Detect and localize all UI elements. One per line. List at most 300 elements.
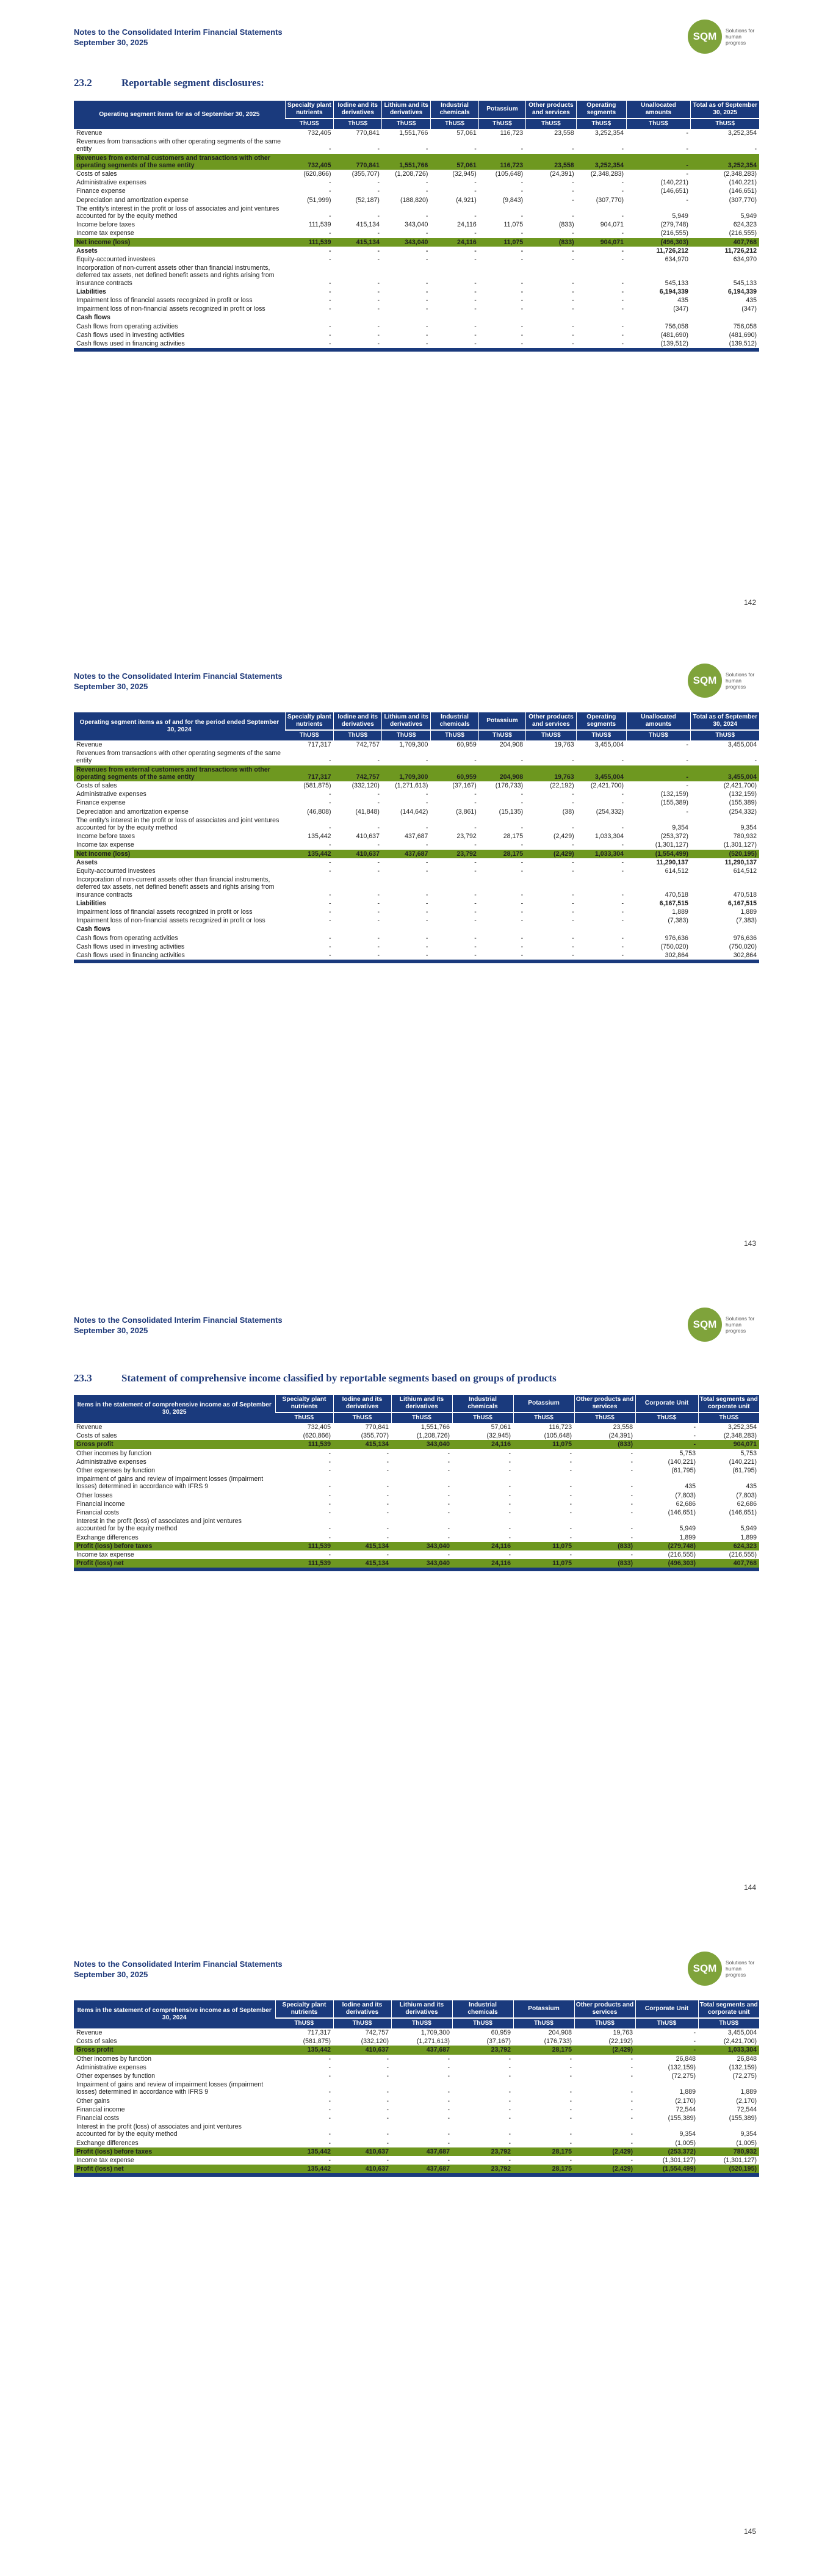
cell-value: 62,686 (676, 1500, 696, 1508)
cell-value: - (329, 212, 331, 220)
cell-value: - (447, 2088, 450, 2096)
cell-value: - (569, 1449, 572, 1457)
row-label: Administrative expenses (76, 179, 146, 187)
cell-value: 9,354 (672, 824, 688, 832)
table-row (74, 296, 759, 305)
cell-value: - (686, 808, 688, 816)
cell-value: 28,175 (513, 2046, 574, 2054)
cell-value: 1,889 (672, 908, 688, 916)
row-label: Assets (76, 247, 98, 255)
row-label: Net income (loss) (74, 850, 285, 858)
cell-value: - (329, 942, 331, 950)
cell-value: - (474, 212, 477, 220)
cell-value: (332,120) (361, 2038, 389, 2046)
cell-value: - (329, 256, 331, 264)
column-header: Iodine and its derivatives (334, 101, 382, 118)
cell-value: 11,726,212 (656, 247, 688, 255)
row-label: Incorporation of non-current assets other than financial instruments, deferred tax assets, net defined benefit assets and rights arising from insurance contracts (76, 264, 275, 287)
cell-value: - (508, 1525, 511, 1533)
cell-value: - (521, 322, 524, 330)
cell-value: (2,429) (574, 2147, 635, 2156)
row-label: Cash flows used in investing activities (76, 331, 185, 339)
cell-value: - (386, 1483, 389, 1491)
cell-value: - (377, 917, 380, 925)
cell-value: - (425, 145, 428, 153)
table-row (74, 2028, 759, 2037)
cell-value: - (425, 799, 428, 807)
row-label: Income tax expense (76, 1551, 134, 1559)
cell-value: (581,875) (303, 782, 331, 790)
row-label: Income tax expense (76, 841, 134, 849)
cell-value: 57,061 (456, 129, 477, 137)
column-header: Potassium (479, 712, 525, 730)
cell-value: - (425, 247, 428, 255)
cell-value: - (447, 2097, 450, 2105)
page (0, 0, 833, 641)
unit-label: ThUS$ (574, 2018, 635, 2028)
cell-value: 28,175 (503, 833, 524, 841)
cell-value: - (572, 322, 574, 330)
cell-value: - (329, 899, 331, 907)
cell-value: 11,726,212 (724, 247, 757, 255)
cell-value: - (630, 1483, 633, 1491)
row-label: Profit (loss) before taxes (74, 1542, 275, 1550)
table-row (74, 841, 759, 849)
cell-value: (155,389) (729, 799, 757, 807)
cell-value: - (474, 305, 477, 313)
cell-value: - (474, 179, 477, 187)
cell-value: 3,455,004 (691, 765, 759, 781)
page-header (74, 671, 283, 692)
cell-value: (307,770) (596, 196, 624, 204)
cell-value: 904,071 (600, 221, 624, 229)
cell-value: - (621, 247, 624, 255)
cell-value: 3,455,004 (594, 741, 624, 748)
cell-value: (3,861) (456, 808, 477, 816)
cell-value: - (572, 908, 574, 916)
cell-value: 28,175 (513, 2147, 574, 2156)
cell-value: - (447, 2105, 450, 2113)
row-label: Other expenses by function (76, 2072, 155, 2080)
cell-value: 135,442 (275, 2147, 333, 2156)
cell-value: - (621, 934, 624, 942)
cell-value: (481,690) (660, 331, 688, 339)
unit-label: ThUS$ (525, 730, 576, 740)
cell-value: - (621, 942, 624, 950)
cell-value: (2,170) (675, 2097, 696, 2105)
cell-value: 343,040 (391, 1440, 452, 1449)
table-row (74, 781, 759, 790)
cell-value: 72,544 (676, 2105, 696, 2113)
cell-value: - (508, 1509, 511, 1517)
cell-value: 343,040 (405, 221, 428, 229)
row-label: Profit (loss) net (74, 1559, 275, 1568)
table-row (74, 322, 759, 331)
column-header: Lithium and its derivatives (391, 1395, 452, 1413)
table-row (74, 858, 759, 867)
row-label: Other incomes by function (76, 2055, 152, 2063)
table-header-label: Items in the statement of comprehensive income as of September 30, 2025 (74, 1395, 275, 1423)
cell-value (430, 925, 478, 933)
cell-value: 23,558 (525, 154, 576, 170)
cell-value: - (386, 1500, 389, 1508)
header-date: September 30, 2025 (74, 38, 148, 47)
unit-label: ThUS$ (333, 1413, 391, 1423)
cell-value: - (521, 331, 524, 339)
unit-label: ThUS$ (382, 118, 430, 129)
cell-value: - (621, 952, 624, 960)
cell-value: (61,795) (732, 1467, 757, 1475)
cell-value: (1,005) (675, 2139, 696, 2147)
cell-value: (61,795) (671, 1467, 696, 1475)
cell-value: (581,875) (303, 2038, 331, 2046)
cell-value: - (569, 1551, 572, 1559)
table-row (74, 1475, 759, 1491)
cell-value: - (329, 297, 331, 305)
unit-label: ThUS$ (391, 1413, 452, 1423)
cell-value: - (447, 1525, 450, 1533)
table-row (74, 331, 759, 339)
cell-value: - (386, 1509, 389, 1517)
table-row (74, 339, 759, 348)
row-label: Administrative expenses (76, 791, 146, 798)
row-label: Other expenses by function (76, 1467, 155, 1475)
table-row (74, 790, 759, 798)
cell-value: - (572, 942, 574, 950)
cell-value: (2,429) (525, 850, 576, 858)
row-label: Equity-accounted investees (76, 256, 156, 264)
unit-label: ThUS$ (626, 730, 691, 740)
cell-value: - (621, 322, 624, 330)
cell-value: (253,372) (660, 833, 688, 841)
cell-value: - (377, 288, 380, 295)
section-heading (74, 1372, 557, 1384)
cell-value: - (572, 212, 574, 220)
cell-value: - (377, 212, 380, 220)
cell-value: 742,757 (365, 2029, 389, 2036)
cell-value: - (572, 145, 574, 153)
cell-value: 410,637 (356, 833, 380, 841)
column-header: Iodine and its derivatives (333, 1395, 391, 1413)
cell-value: - (508, 2130, 511, 2138)
row-label: Impairment of gains and review of impairment losses (impairment losses) determined in accordance with IFRS 9 (76, 1475, 264, 1491)
cell-value: 111,539 (275, 1559, 333, 1568)
cell-value: 545,133 (665, 279, 688, 287)
table-header-row (74, 1395, 759, 1413)
cell-value: (52,187) (355, 196, 380, 204)
row-label: Financial costs (76, 2115, 120, 2122)
logo-tagline: Solutions for human progress (726, 27, 755, 46)
company-logo (688, 664, 761, 698)
page-header (74, 27, 283, 48)
cell-value: (833) (574, 1559, 635, 1568)
cell-value: 11,075 (513, 1559, 574, 1568)
cell-value: - (386, 1491, 389, 1499)
cell-value: 3,252,354 (727, 1424, 757, 1431)
cell-value: 415,134 (333, 1440, 391, 1449)
cell-value: - (329, 908, 331, 916)
cell-value: (496,303) (635, 1559, 698, 1568)
cell-value: - (521, 824, 524, 832)
row-label: Gross profit (74, 2046, 275, 2054)
table-row (74, 313, 759, 322)
cell-value: - (572, 841, 574, 849)
cell-value: - (521, 858, 524, 866)
cell-value: (279,748) (660, 221, 688, 229)
cell-value: - (425, 791, 428, 798)
page-number: 144 (743, 1883, 756, 1892)
column-header: Other products and services (574, 2000, 635, 2018)
cell-value: - (508, 1491, 511, 1499)
cell-value: 24,116 (457, 221, 477, 229)
row-label: Administrative expenses (76, 2063, 146, 2071)
cell-value: - (329, 247, 331, 255)
cell-value: - (572, 230, 574, 237)
cell-value (382, 925, 430, 933)
cell-value: - (329, 322, 331, 330)
cell-value: 435 (746, 297, 757, 305)
row-label: Financial income (76, 1500, 125, 1508)
row-label: Liabilities (76, 899, 106, 907)
cell-value: - (328, 2088, 331, 2096)
cell-value: (7,803) (675, 1491, 696, 1499)
cell-value: (132,159) (729, 791, 757, 798)
row-label: Incorporation of non-current assets other than financial instruments, deferred tax assets, net defined benefit assets and rights arising from insurance contracts (76, 876, 275, 899)
cell-value: 204,908 (548, 2029, 572, 2036)
cell-value (525, 925, 576, 933)
row-label: Cash flows from operating activities (76, 934, 178, 942)
row-label: Exchange differences (76, 2139, 139, 2147)
cell-value: - (425, 230, 428, 237)
cell-value: 26,848 (676, 2055, 696, 2063)
cell-value: - (569, 2130, 572, 2138)
cell-value: (347) (741, 305, 757, 313)
row-label: Revenue (76, 2029, 103, 2036)
cell-value: - (521, 841, 524, 849)
cell-value: - (508, 2055, 511, 2063)
table-row (74, 2105, 759, 2114)
cell-value: (37,167) (452, 782, 477, 790)
cell-value: 1,709,300 (382, 765, 430, 781)
cell-value: - (329, 934, 331, 942)
cell-value: - (621, 145, 624, 153)
cell-value: - (621, 212, 624, 220)
subtotal-row (74, 1440, 759, 1449)
cell-value: - (693, 1432, 696, 1440)
row-label: Equity-accounted investees (76, 867, 156, 875)
cell-value: 717,317 (285, 765, 333, 781)
cell-value (382, 313, 430, 322)
table-header-label: Items in the statement of comprehensive income as of September 30, 2024 (74, 2000, 275, 2028)
cell-value: 57,061 (491, 1424, 511, 1431)
cell-value: 437,687 (391, 2046, 452, 2054)
cell-value: - (508, 1458, 511, 1466)
row-label: Impairment loss of financial assets recognized in profit or loss (76, 908, 253, 916)
cell-value: - (377, 187, 380, 195)
row-label: Impairment loss of financial assets recognized in profit or loss (76, 297, 253, 305)
cell-value: (279,748) (635, 1542, 698, 1550)
cell-value: - (630, 1551, 633, 1559)
cell-value (334, 313, 382, 322)
cell-value: - (474, 908, 477, 916)
cell-value: 62,686 (737, 1500, 757, 1508)
cell-value: 634,970 (665, 256, 688, 264)
cell-value: - (521, 288, 524, 295)
cell-value: - (425, 858, 428, 866)
cell-value: - (508, 2072, 511, 2080)
cell-value: - (447, 1491, 450, 1499)
cell-value: - (572, 340, 574, 348)
cell-value: 1,709,300 (399, 741, 428, 748)
cell-value: 204,908 (479, 765, 525, 781)
cell-value: - (621, 824, 624, 832)
row-label: Revenues from transactions with other operating segments of the same entity (76, 138, 281, 153)
cell-value: - (377, 145, 380, 153)
cell-value: - (569, 1500, 572, 1508)
unit-label: ThUS$ (513, 2018, 574, 2028)
table-row (74, 2156, 759, 2165)
cell-value: 116,723 (549, 1424, 572, 1431)
cell-value: - (425, 942, 428, 950)
cell-value: 6,167,515 (727, 899, 757, 907)
cell-value: (24,391) (608, 1432, 633, 1440)
cell-value: - (569, 2063, 572, 2071)
column-header: Total segments and corporate unit (698, 2000, 759, 2018)
column-header: Industrial chemicals (430, 101, 478, 118)
cell-value: 976,636 (733, 934, 757, 942)
cell-value: 135,442 (285, 850, 333, 858)
cell-value: - (328, 2115, 331, 2122)
header-title: Notes to the Consolidated Interim Financial Statements (74, 27, 283, 37)
cell-value: - (621, 331, 624, 339)
cell-value: (9,843) (502, 196, 524, 204)
cell-value: (620,866) (303, 1432, 331, 1440)
cell-value: 111,539 (308, 221, 331, 229)
cell-value: - (377, 305, 380, 313)
cell-value: - (328, 2105, 331, 2113)
page (0, 1932, 833, 2573)
cell-value: - (377, 858, 380, 866)
cell-value: - (630, 2097, 633, 2105)
cell-value: - (569, 1483, 572, 1491)
cell-value: - (630, 1533, 633, 1541)
cell-value: - (521, 305, 524, 313)
cell-value: (32,945) (452, 170, 477, 178)
cell-value: - (386, 2105, 389, 2113)
cell-value: - (328, 1449, 331, 1457)
cell-value: - (328, 1467, 331, 1475)
cell-value: - (508, 2088, 511, 2096)
cell-value: - (508, 2115, 511, 2122)
cell-value: 614,512 (665, 867, 688, 875)
cell-value: - (474, 757, 477, 765)
header-title: Notes to the Consolidated Interim Financial Statements (74, 1959, 283, 1969)
column-header: Industrial chemicals (452, 2000, 513, 2018)
cell-value: (144,642) (400, 808, 428, 816)
page-number: 143 (743, 1239, 756, 1248)
table-row (74, 1466, 759, 1475)
column-header: Total as of September 30, 2025 (691, 101, 759, 118)
cell-value: 770,841 (365, 1424, 389, 1431)
cell-value: 470,518 (665, 891, 688, 899)
cell-value: 904,071 (577, 238, 626, 247)
cell-value: - (425, 917, 428, 925)
cell-value: - (425, 952, 428, 960)
unit-label: ThUS$ (430, 730, 478, 740)
cell-value: (2,429) (574, 2046, 635, 2054)
cell-value: 28,175 (479, 850, 525, 858)
column-header: Unallocated amounts (626, 101, 691, 118)
cell-value: 717,317 (307, 2029, 331, 2036)
cell-value: - (377, 230, 380, 237)
cell-value: (355,707) (352, 170, 380, 178)
cell-value: 415,134 (334, 238, 382, 247)
cell-value: - (521, 279, 524, 287)
cell-value: 72,544 (737, 2105, 757, 2113)
cell-value: (41,848) (355, 808, 380, 816)
cell-value: (216,555) (729, 230, 757, 237)
cell-value: - (386, 2063, 389, 2071)
cell-value: - (329, 187, 331, 195)
cell-value: 23,792 (452, 2046, 513, 2054)
cell-value: - (447, 2157, 450, 2165)
cell-value: - (425, 279, 428, 287)
cell-value: 3,252,354 (577, 154, 626, 170)
cell-value: 3,455,004 (727, 2029, 757, 2036)
cell-value: - (630, 1467, 633, 1475)
table-row (74, 875, 759, 899)
table-row (74, 1517, 759, 1533)
cell-value: - (329, 917, 331, 925)
cell-value: - (686, 196, 688, 204)
cell-value: - (447, 2055, 450, 2063)
table-header-row (74, 101, 759, 118)
cell-value: - (425, 179, 428, 187)
cell-value: - (630, 2115, 633, 2122)
cell-value: - (425, 824, 428, 832)
cell-value: - (686, 170, 688, 178)
row-label: Finance expense (76, 187, 126, 195)
cell-value: - (447, 1500, 450, 1508)
cell-value: - (621, 858, 624, 866)
cell-value: 756,058 (665, 322, 688, 330)
cell-value: 415,134 (356, 221, 380, 229)
cell-value: - (447, 1458, 450, 1466)
cell-value: - (521, 791, 524, 798)
cell-value: - (329, 799, 331, 807)
row-label: Impairment of gains and review of impairment losses (impairment losses) determined in accordance with IFRS 9 (76, 2081, 264, 2096)
cell-value: - (328, 1533, 331, 1541)
cell-value: 437,687 (391, 2147, 452, 2156)
cell-value: - (328, 2097, 331, 2105)
cell-value: - (521, 899, 524, 907)
table-footer-bar (74, 348, 759, 352)
cell-value: (140,221) (660, 179, 688, 187)
cell-value: - (693, 1424, 696, 1431)
cell-value: (2,429) (574, 2165, 635, 2173)
subtotal-row (74, 238, 759, 247)
table-row (74, 942, 759, 951)
row-label: Liabilities (76, 288, 106, 295)
cell-value: - (329, 340, 331, 348)
row-label: Impairment loss of non-financial assets recognized in profit or loss (76, 917, 265, 925)
column-header: Iodine and its derivatives (333, 2000, 391, 2018)
cell-value: - (377, 331, 380, 339)
cell-value: - (621, 340, 624, 348)
cell-value: 111,539 (285, 238, 333, 247)
cell-value: (140,221) (668, 1458, 696, 1466)
table-row (74, 925, 759, 933)
